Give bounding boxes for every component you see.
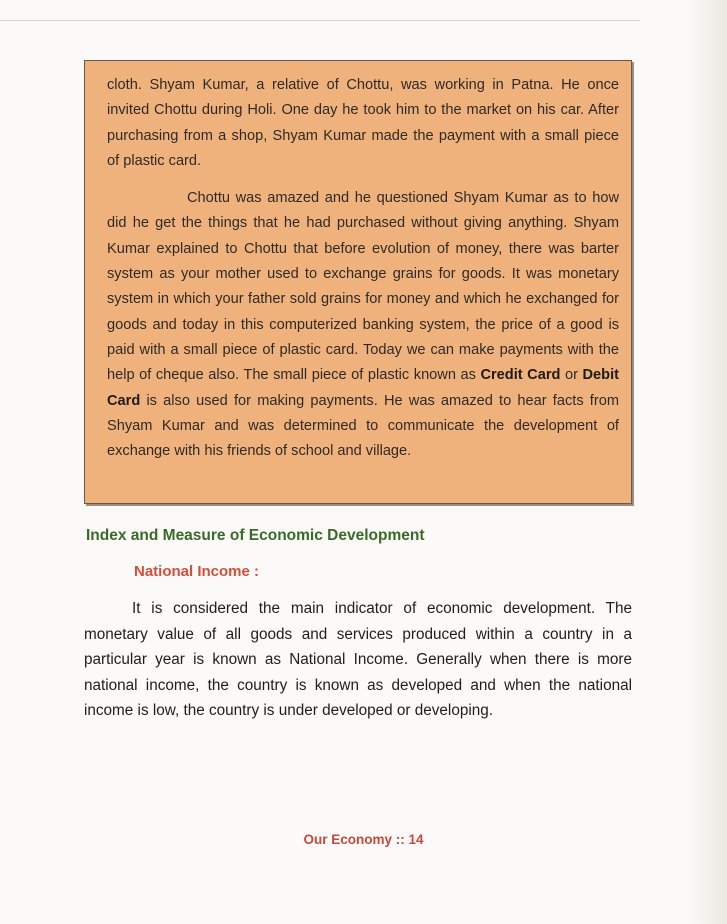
credit-card-term: Credit Card — [480, 367, 561, 384]
story-or-text: or — [560, 367, 583, 384]
section-heading: Index and Measure of Economic Development — [86, 527, 425, 544]
sub-heading-national-income: National Income : — [134, 563, 260, 580]
story-box — [84, 60, 632, 504]
story-paragraph-2-text: Chottu was amazed and he questioned Shyam Kumar as to how did he get the things that he had purchased without giving anything. Shyam Kumar explained to Chottu that before evolution of money, there was barter system as your mother used to exchange grains for goods. It was monetary system in which your father sold grains for money and which he exchanged for goods and today in this computerized banking system, the price of a good is paid with a small piece of plastic card. Today we can make payments with the help of cheque also. The small piece of plastic known as — [107, 190, 619, 384]
story-paragraph-2 — [107, 186, 619, 464]
page-edge-shadow — [687, 0, 727, 924]
story-paragraph-1: cloth. Shyam Kumar, a relative of Chottu, was working in Patna. He once invited Chottu during Holi. One day he took him to the market on his car. After purchasing from a shop, Shyam Kumar made the payment with a small piece of plastic card. — [107, 77, 619, 169]
story-paragraph-2-end: is also used for making payments. He was amazed to hear facts from Shyam Kumar and was determined to communicate the development of exchange with his friends of school and village. — [107, 392, 619, 460]
header-rule — [0, 20, 640, 21]
national-income-paragraph: It is considered the main indicator of economic development. The monetary value of all goods and services produced within a country in a particular year is known as National Income. Generally when there is more national income, the country is known as developed and when the national income is low, the country is under developed or developing. — [84, 600, 632, 719]
debit-card-term: Debit Card — [107, 367, 619, 409]
page-footer: Our Economy :: 14 — [303, 832, 424, 847]
